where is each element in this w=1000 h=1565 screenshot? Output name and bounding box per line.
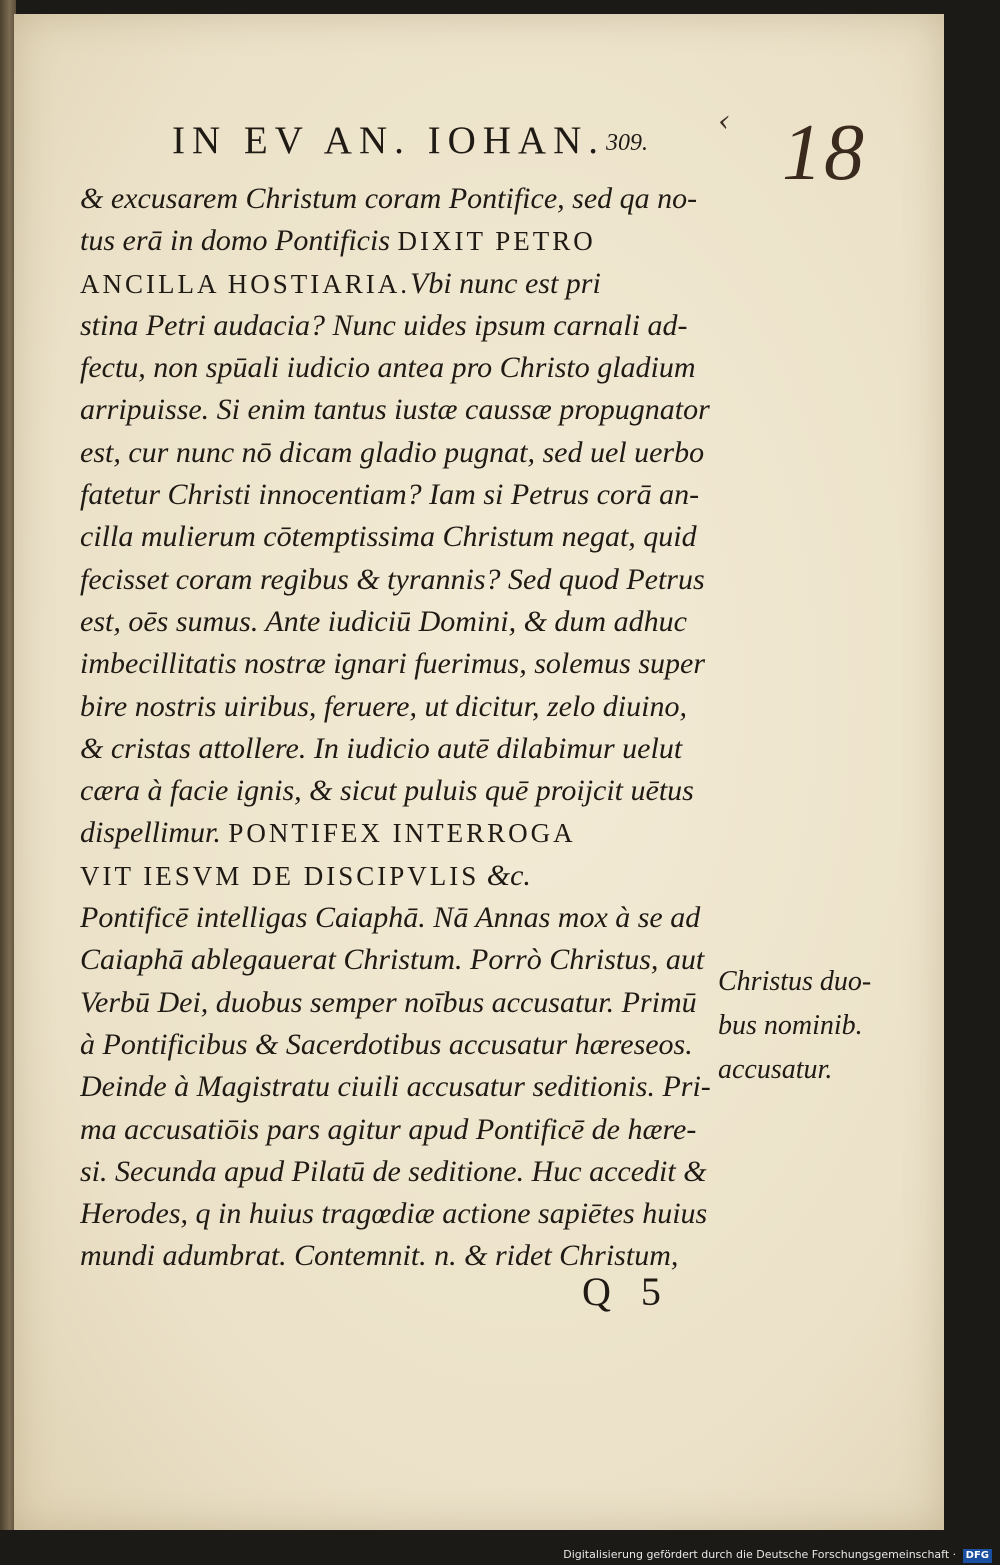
text-line	[80, 474, 720, 516]
text-line	[80, 220, 720, 262]
margin-note-line: bus nominib.	[718, 1010, 863, 1041]
text-line	[80, 263, 720, 305]
margin-note	[718, 960, 898, 1092]
line-text: Pontificē intelligas Caiaphā. Nā Annas mox à se ad	[80, 901, 701, 935]
line-text: cilla mulierum cōtemptissima Christum negat, quid	[80, 520, 697, 554]
line-text: mundi adumbrat. Contemnit. n. & ridet Christum,	[80, 1239, 679, 1273]
text-line	[80, 432, 720, 474]
line-text: tus erā in domo Pontificis	[80, 224, 398, 258]
text-line	[80, 1024, 720, 1066]
line-text: Deinde à Magistratu ciuili accusatur seditionis. Pri-	[80, 1070, 711, 1104]
handwritten-mark: ‹	[718, 104, 730, 139]
line-text: fecisset coram regibus & tyrannis? Sed quod Petrus	[80, 562, 705, 596]
margin-note-line: Christus duo-	[718, 966, 872, 997]
text-line	[80, 686, 720, 728]
line-text: arripuisse. Si enim tantus iustæ caussæ propugnator	[80, 393, 710, 427]
footer-credit: Digitalisierung gefördert durch die Deutsche Forschungsgemeinschaft · DFG	[0, 1545, 1000, 1565]
text-line	[80, 643, 720, 685]
text-line	[80, 1109, 720, 1151]
main-text-block	[80, 178, 720, 1278]
text-line	[80, 178, 720, 220]
text-line	[80, 1066, 720, 1108]
line-text: Caiaphā ablegauerat Christum. Porrò Christus, aut	[80, 943, 705, 977]
text-line	[80, 1193, 720, 1235]
line-text: Verbū Dei, duobus semper noībus accusatur. Primū	[80, 985, 697, 1019]
line-text: si. Secunda apud Pilatū de seditione. Huc accedit &	[80, 1154, 707, 1188]
signature-mark: Q 5	[582, 1269, 671, 1314]
folio-number: 309.	[606, 130, 648, 156]
text-line	[80, 897, 720, 939]
text-line	[80, 347, 720, 389]
line-text: Herodes, q in huius tragœdiæ actione sapiētes huius	[80, 1197, 708, 1231]
line-text: bire nostris uiribus, feruere, ut dicitur, zelo diuino,	[80, 689, 687, 723]
line-text: est, cur nunc nō dicam gladio pugnat, sed uel uerbo	[80, 435, 705, 469]
text-line	[80, 939, 720, 981]
text-line	[80, 601, 720, 643]
line-text: stina Petri audacia? Nunc uides ipsum carnali ad-	[80, 308, 688, 342]
line-text: & cristas attollere. In iudicio autē dilabimur uelut	[80, 731, 683, 765]
line-capitals: PONTIFEX INTERROGA	[228, 818, 576, 849]
line-capitals: ANCILLA HOSTIARIA.	[80, 268, 410, 299]
line-text-after: Vbi nunc est pri	[410, 266, 601, 300]
line-text: fatetur Christi innocentiam? Iam si Petrus corā an-	[80, 478, 700, 512]
text-line	[80, 728, 720, 770]
text-line	[80, 389, 720, 431]
line-text: & excusarem Christum coram Pontifice, sed qa no-	[80, 182, 698, 215]
text-line	[80, 982, 720, 1024]
text-line	[80, 855, 720, 897]
footer-credit-text: Digitalisierung gefördert durch die Deutsche Forschungsgemeinschaft	[563, 1548, 950, 1561]
handwritten-folio-number: 18	[782, 109, 866, 197]
line-text: imbecillitatis nostræ ignari fuerimus, solemus super	[80, 647, 706, 681]
text-line	[80, 516, 720, 558]
line-text: cæra à facie ignis, & sicut puluis quē proijcit uētus	[80, 774, 694, 808]
dfg-logo: DFG	[963, 1549, 992, 1563]
line-capitals: VIT IESVM DE DISCIPVLIS	[80, 860, 480, 891]
running-header: IN EV AN. IOHAN.	[172, 119, 606, 162]
line-text: est, oēs sumus. Ante iudiciū Domini, & dum adhuc	[80, 604, 687, 638]
margin-note-line: accusatur.	[718, 1054, 833, 1085]
text-line	[80, 770, 720, 812]
line-text: à Pontificibus & Sacerdotibus accusatur hæreseos.	[80, 1027, 693, 1061]
line-text-after: &c.	[479, 858, 531, 892]
line-text: dispellimur.	[80, 816, 229, 850]
text-line	[80, 812, 720, 854]
line-text: ma accusatiōis pars agitur apud Pontificē de hære-	[80, 1112, 697, 1146]
line-capitals: DIXIT PETRO	[397, 226, 596, 257]
text-line	[80, 305, 720, 347]
text-line	[80, 1151, 720, 1193]
text-line	[80, 559, 720, 601]
line-text: fectu, non spūali iudicio antea pro Christo gladium	[80, 351, 696, 385]
